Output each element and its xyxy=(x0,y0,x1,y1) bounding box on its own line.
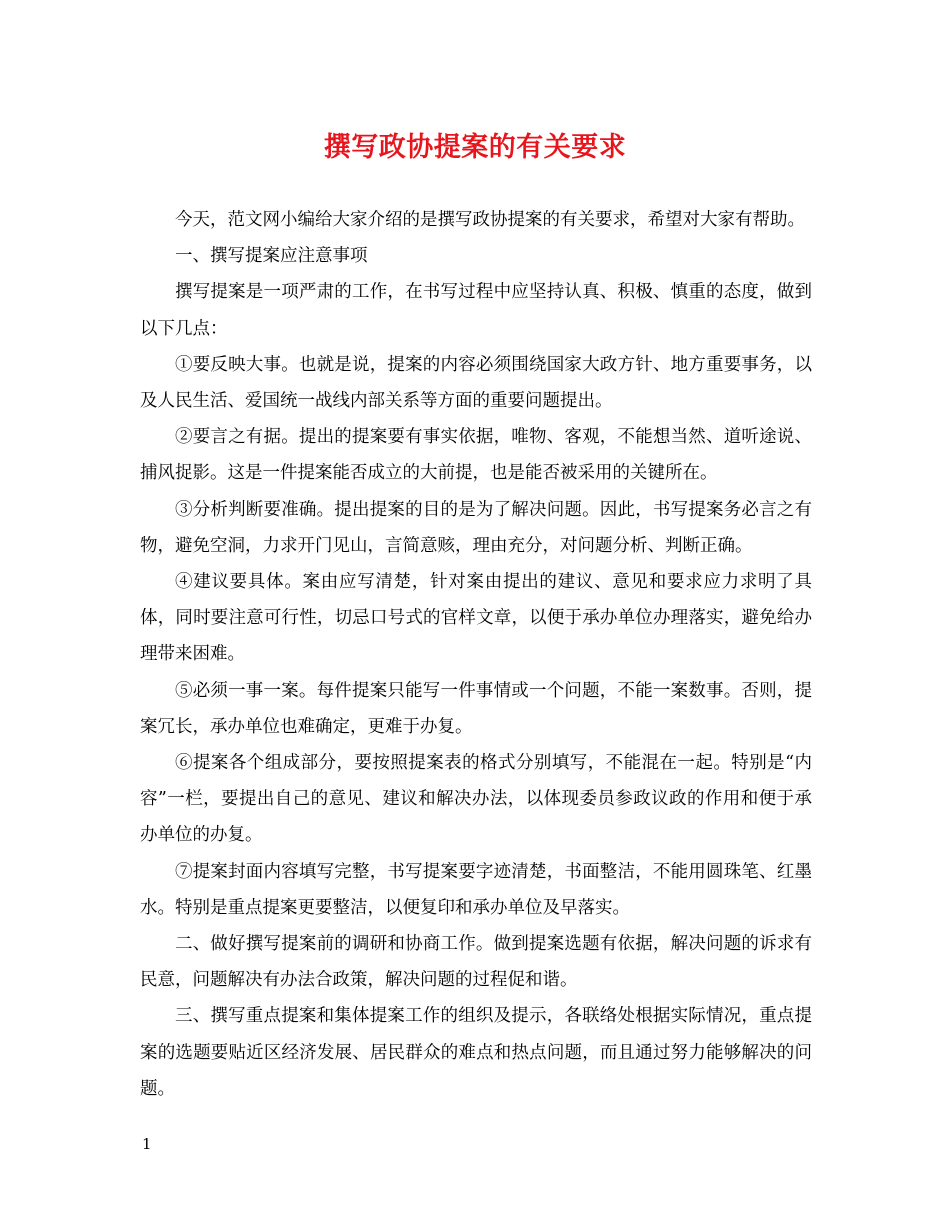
list-item-5: ⑤必须一事一案。每件提案只能写一件事情或一个问题，不能一案数事。否则，提案冗长，承办单位也难确定，更难于办复。 xyxy=(140,680,812,737)
paragraph-attitude: 撰写提案是一项严肃的工作，在书写过程中应坚持认真、积极、慎重的态度，做到以下几点： xyxy=(140,282,812,339)
page-number: 1 xyxy=(142,1135,152,1153)
paragraph-intro: 今天，范文网小编给大家介绍的是撰写政协提案的有关要求，希望对大家有帮助。 xyxy=(175,210,805,230)
section-heading-1: 一、撰写提案应注意事项 xyxy=(175,246,368,267)
list-item-6: ⑥提案各个组成部分，要按照提案表的格式分别填写，不能混在一起。特别是“内容”一栏，要提出自己的意见、建议和解决办法，以体现委员参政议政的作用和便于承办单位的办复。 xyxy=(140,753,812,846)
list-item-4: ④建议要具体。案由应写清楚，针对案由提出的建议、意见和要求应力求明了具体，同时要注意可行性，切忌口号式的官样文章，以便于承办单位办理落实，避免给办理带来困难。 xyxy=(140,572,812,665)
section-heading-3: 三、撰写重点提案和集体提案工作的组织及提示，各联络处根据实际情况，重点提案的选题要贴近区经济发展、居民群众的难点和热点问题，而且通过努力能够解决的问题。 xyxy=(140,1006,812,1099)
section-heading-2: 二、做好撰写提案前的调研和协商工作。做到提案选题有依据，解决问题的诉求有民意，问题解决有办法合政策，解决问题的过程促和谐。 xyxy=(140,934,812,991)
document-body xyxy=(140,202,812,1107)
list-item-3: ③分析判断要准确。提出提案的目的是为了解决问题。因此，书写提案务必言之有物，避免空洞，力求开门见山，言简意赅，理由充分，对问题分析、判断正确。 xyxy=(140,499,812,556)
list-item-2: ②要言之有据。提出的提案要有事实依据，唯物、客观，不能想当然、道听途说、捕风捉影。这是一件提案能否成立的大前提，也是能否被采用的关键所在。 xyxy=(140,427,812,484)
list-item-7: ⑦提案封面内容填写完整，书写提案要字迹清楚，书面整洁，不能用圆珠笔、红墨水。特别是重点提案更要整洁，以便复印和承办单位及早落实。 xyxy=(140,861,812,918)
document-title: 撰写政协提案的有关要求 xyxy=(323,132,627,163)
list-item-1: ①要反映大事。也就是说，提案的内容必须围绕国家大政方针、地方重要事务，以及人民生活、爱国统一战线内部关系等方面的重要问题提出。 xyxy=(140,354,812,412)
